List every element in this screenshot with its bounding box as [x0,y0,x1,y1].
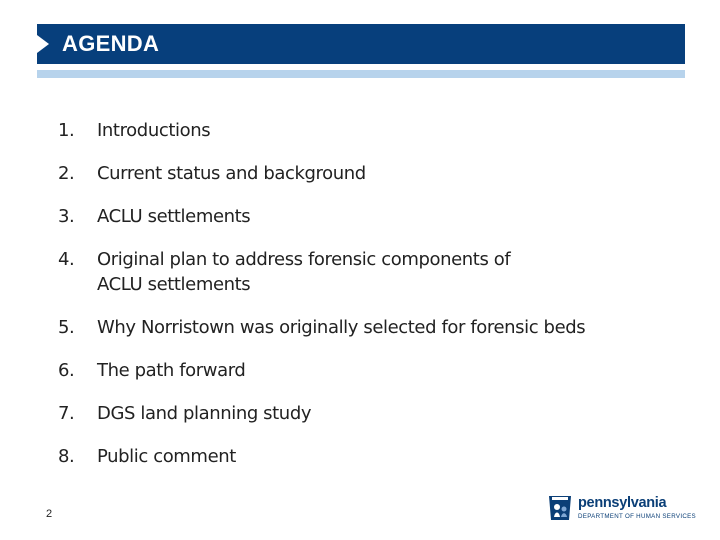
agenda-list [58,118,678,487]
agenda-item-text: The path forward [97,360,246,381]
agenda-item-text: DGS land planning study [97,403,312,424]
arrow-icon [37,35,49,53]
agenda-item-text: Introductions [97,120,211,141]
agenda-item-number: 8. [58,446,75,467]
agenda-item-text: Why Norristown was originally selected for forensic beds [97,317,586,338]
agenda-item-text: Current status and background [97,163,366,184]
agenda-item-number: 2. [58,163,75,184]
agenda-item [58,315,678,340]
agenda-item-number: 6. [58,360,75,381]
agenda-item [58,358,678,383]
page-number: 2 [46,508,53,520]
agenda-item-number: 3. [58,206,75,227]
agenda-item-number: 4. [58,249,75,270]
agenda-item-number: 1. [58,120,75,141]
title-divider [37,70,685,78]
keystone-state-emblem-icon [546,494,574,522]
agenda-item [58,118,678,143]
title-bar [37,24,685,64]
agenda-item [58,401,678,426]
agenda-item-number: 5. [58,317,75,338]
page-title: AGENDA [62,31,160,56]
logo-department: DEPARTMENT OF HUMAN SERVICES [578,513,696,520]
agenda-item [58,444,678,469]
agenda-item-text: Original plan to address forensic components of ACLU settlements [97,249,511,295]
agenda-item [58,204,678,229]
pennsylvania-dhs-logo [546,494,696,524]
agenda-item-number: 7. [58,403,75,424]
agenda-item-text: ACLU settlements [97,206,251,227]
agenda-item [58,247,678,297]
logo-name: pennsylvania [578,495,667,511]
agenda-item [58,161,678,186]
agenda-item-text: Public comment [97,446,236,467]
